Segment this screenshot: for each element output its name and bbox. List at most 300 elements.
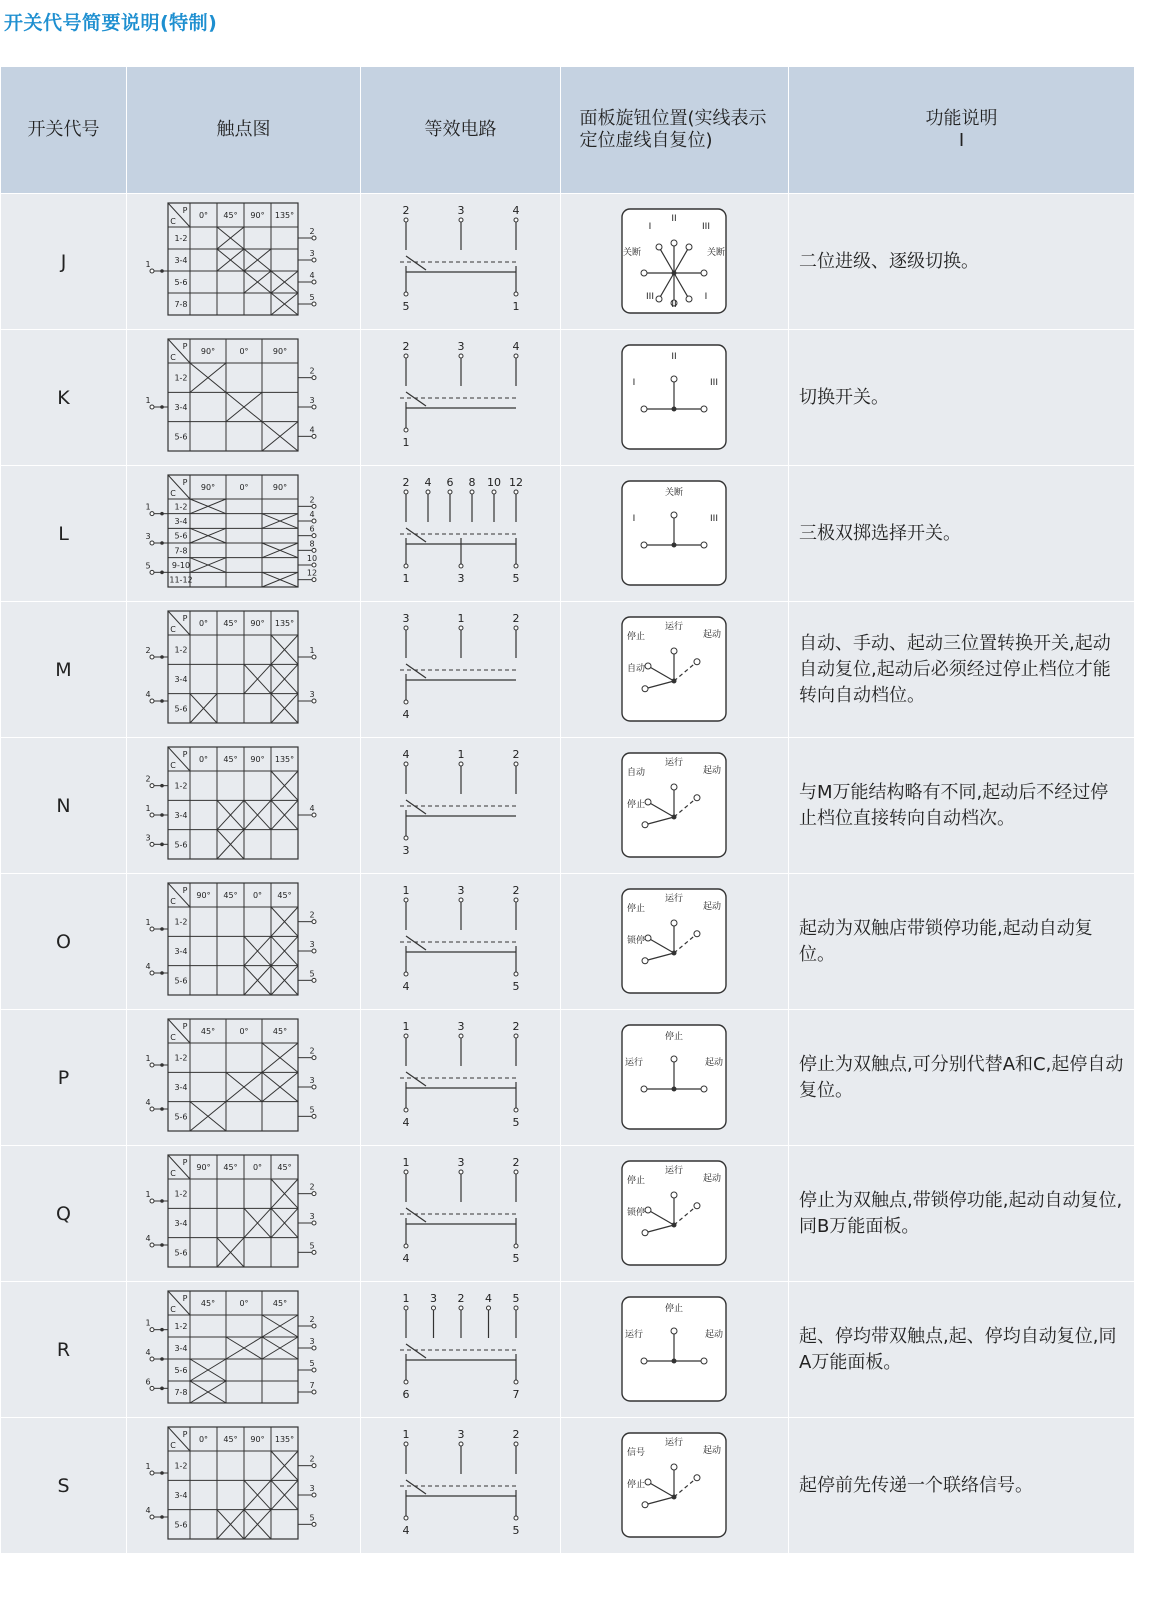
grid-p-label: P xyxy=(182,613,187,623)
terminal-label-right: 5 xyxy=(308,1358,315,1368)
equivalent-circuit xyxy=(366,200,556,324)
circuit-terminal-label: 3 xyxy=(457,203,464,217)
function-description: 停止为双触点,带锁停功能,起动自动复位,同B万能面板。 xyxy=(789,1146,1135,1282)
circuit-terminal-label: 2 xyxy=(512,747,519,761)
grid-c-label: C xyxy=(169,216,176,226)
terminal-label-left: 3 xyxy=(144,531,151,541)
contact-diagram-cell xyxy=(127,330,361,466)
panel-position-label: 自动 xyxy=(626,663,645,674)
contact-label: 5-6 xyxy=(173,1111,188,1121)
terminal-label-left: 3 xyxy=(144,832,151,842)
contact-diagram xyxy=(134,333,354,463)
header-code: 开关代号 xyxy=(1,67,127,194)
angle-label: 45° xyxy=(222,1434,238,1444)
circuit-terminal-label: 2 xyxy=(512,1019,519,1033)
terminal-label-right: 4 xyxy=(308,509,315,519)
circuit-terminal-label: 3 xyxy=(402,843,409,857)
circuit-diagram xyxy=(400,1020,520,1129)
angle-label: 90° xyxy=(200,482,215,492)
circuit-terminal-label: 4 xyxy=(402,707,409,721)
grid-c-label: C xyxy=(169,760,176,770)
contact-label: 5-6 xyxy=(173,277,188,287)
panel-position-label: II xyxy=(670,351,677,362)
circuit-diagram xyxy=(400,340,520,449)
panel-position-label: 停止 xyxy=(626,799,645,810)
panel-position-label: 起动 xyxy=(704,1329,723,1340)
panel-position-label: 起动 xyxy=(702,629,721,640)
circuit-terminal-label: 2 xyxy=(512,611,519,625)
circuit-diagram xyxy=(400,1292,520,1401)
switch-code: L xyxy=(1,466,127,602)
contact-label: 5-6 xyxy=(173,975,188,985)
panel-position-label: 自动 xyxy=(626,767,645,778)
circuit-terminal-label: 1 xyxy=(402,1019,409,1033)
function-description: 起、停均带双触点,起、停均自动复位,同A万能面板。 xyxy=(789,1282,1135,1418)
circuit-terminal-label: 2 xyxy=(457,1291,464,1305)
panel-position-label: 起动 xyxy=(704,1057,723,1068)
grid-c-label: C xyxy=(169,624,176,634)
angle-label: 45° xyxy=(222,210,238,220)
header-equivalent-circuit: 等效电路 xyxy=(361,67,561,194)
circuit-diagram xyxy=(400,476,523,585)
terminal-label-left: 1 xyxy=(144,395,151,405)
contact-diagram-cell xyxy=(127,466,361,602)
panel-knob-face xyxy=(622,889,726,993)
circuit-terminal-label: 4 xyxy=(402,747,409,761)
equivalent-circuit xyxy=(366,1152,556,1276)
grid-c-label: C xyxy=(169,1304,176,1314)
equivalent-circuit xyxy=(366,1016,556,1140)
contact-diagram xyxy=(134,741,354,871)
terminal-label-left: 1 xyxy=(144,917,151,927)
equivalent-circuit xyxy=(366,608,556,732)
switch-code: N xyxy=(1,738,127,874)
contact-label: 11-12 xyxy=(168,575,193,585)
circuit-diagram xyxy=(400,612,520,721)
circuit-diagram xyxy=(400,1156,520,1265)
circuit-terminal-label: 1 xyxy=(457,747,464,761)
circuit-terminal-label: 3 xyxy=(457,1427,464,1441)
angle-label: 90° xyxy=(272,346,287,356)
terminal-label-left: 1 xyxy=(144,1461,151,1471)
panel-knob-face xyxy=(622,481,726,585)
contact-diagram-cell xyxy=(127,1282,361,1418)
terminal-label-right: 2 xyxy=(308,910,315,920)
equivalent-circuit-cell xyxy=(361,1418,561,1554)
angle-label: 0° xyxy=(238,482,249,492)
panel-knob-cell xyxy=(561,874,789,1010)
terminal-label-right: 4 xyxy=(308,270,315,280)
switch-code: M xyxy=(1,602,127,738)
contact-diagram-cell xyxy=(127,602,361,738)
angle-label: 45° xyxy=(200,1298,215,1308)
circuit-diagram xyxy=(400,204,520,313)
contact-grid xyxy=(145,339,316,451)
circuit-diagram xyxy=(400,1428,520,1537)
contact-label: 5-6 xyxy=(173,1247,188,1257)
function-description: 起动为双触店带锁停功能,起动自动复位。 xyxy=(789,874,1135,1010)
angle-label: 135° xyxy=(274,210,294,220)
angle-label: 45° xyxy=(272,1026,287,1036)
terminal-label-left: 4 xyxy=(144,1347,151,1357)
equivalent-circuit-cell xyxy=(361,194,561,330)
function-description: 切换开关。 xyxy=(789,330,1135,466)
terminal-label-right: 1 xyxy=(308,645,315,655)
equivalent-circuit-cell xyxy=(361,466,561,602)
circuit-terminal-label: 5 xyxy=(512,571,519,585)
panel-position-label: 关断 xyxy=(706,247,725,258)
contact-diagram-cell xyxy=(127,738,361,874)
panel-position-label: I xyxy=(632,513,635,524)
contact-label: 7-8 xyxy=(173,299,188,309)
angle-label: 0° xyxy=(198,1434,208,1444)
contact-label: 3-4 xyxy=(173,810,188,820)
panel-position-label: 运行 xyxy=(664,893,683,904)
terminal-label-right: 5 xyxy=(308,292,315,302)
terminal-label-left: 1 xyxy=(144,259,151,269)
grid-p-label: P xyxy=(182,205,187,215)
panel-knob-cell xyxy=(561,1146,789,1282)
circuit-terminal-label: 1 xyxy=(402,435,409,449)
terminal-label-right: 3 xyxy=(308,689,315,699)
switch-code: Q xyxy=(1,1146,127,1282)
terminal-label-left: 1 xyxy=(144,1053,151,1063)
panel-position-label: III xyxy=(709,377,718,388)
panel-knob xyxy=(620,1295,730,1405)
panel-position-label: 起动 xyxy=(702,1173,721,1184)
panel-position-label: II xyxy=(670,213,677,224)
angle-label: 0° xyxy=(238,1026,249,1036)
contact-label: 5-6 xyxy=(173,839,188,849)
panel-position-label: III xyxy=(709,513,718,524)
terminal-label-right: 5 xyxy=(308,1240,315,1250)
switch-code: O xyxy=(1,874,127,1010)
contact-diagram-cell xyxy=(127,1146,361,1282)
contact-diagram xyxy=(134,1013,354,1143)
circuit-terminal-label: 3 xyxy=(457,883,464,897)
terminal-label-right: 2 xyxy=(308,1182,315,1192)
circuit-terminal-label: 4 xyxy=(402,1115,409,1129)
panel-position-label: 停止 xyxy=(626,903,645,914)
contact-diagram xyxy=(134,877,354,1007)
circuit-terminal-label: 3 xyxy=(429,1291,437,1305)
angle-label: 90° xyxy=(249,618,265,628)
terminal-label-right: 3 xyxy=(308,1211,315,1221)
circuit-terminal-label: 2 xyxy=(402,339,409,353)
circuit-terminal-label: 6 xyxy=(446,475,453,489)
circuit-terminal-label: 5 xyxy=(512,1523,519,1537)
terminal-label-left: 1 xyxy=(144,1318,151,1328)
contact-label: 5-6 xyxy=(173,531,188,541)
panel-knob-face xyxy=(622,1297,726,1401)
equivalent-circuit xyxy=(366,336,556,460)
equivalent-circuit-cell xyxy=(361,330,561,466)
angle-label: 45° xyxy=(276,1162,292,1172)
contact-diagram-cell xyxy=(127,1418,361,1554)
contact-label: 5-6 xyxy=(173,703,188,713)
panel-knob xyxy=(620,887,730,997)
table-row xyxy=(1,1418,1135,1554)
header-contact-diagram: 触点图 xyxy=(127,67,361,194)
panel-position-label: 运行 xyxy=(624,1329,643,1340)
terminal-label-right: 7 xyxy=(308,1380,315,1390)
angle-label: 90° xyxy=(200,346,215,356)
header-row xyxy=(1,67,1135,194)
contact-label: 1-2 xyxy=(173,1461,188,1471)
circuit-terminal-label: 4 xyxy=(402,1523,409,1537)
panel-position-label: 停止 xyxy=(626,1175,645,1186)
panel-knob-face xyxy=(622,1161,726,1265)
terminal-label-left: 4 xyxy=(144,1505,151,1515)
circuit-terminal-label: 1 xyxy=(402,1427,409,1441)
grid-p-label: P xyxy=(182,749,187,759)
angle-label: 0° xyxy=(238,346,249,356)
page-title: 开关代号简要说明(特制) xyxy=(4,12,218,34)
grid-p-label: P xyxy=(182,1157,187,1167)
contact-label: 3-4 xyxy=(173,946,188,956)
circuit-terminal-label: 1 xyxy=(402,1155,409,1169)
panel-position-label: I xyxy=(632,377,635,388)
terminal-label-right: 3 xyxy=(308,1483,315,1493)
grid-p-label: P xyxy=(182,1293,187,1303)
contact-diagram-cell xyxy=(127,194,361,330)
header-panel-text: 面板旋钮位置(实线表示定位虚线自复位) xyxy=(579,108,767,151)
contact-grid xyxy=(145,883,316,995)
terminal-label-right: 3 xyxy=(308,395,315,405)
panel-knob-cell xyxy=(561,1010,789,1146)
switch-code: J xyxy=(1,194,127,330)
circuit-terminal-label: 12 xyxy=(508,475,523,489)
function-description: 二位进级、逐级切换。 xyxy=(789,194,1135,330)
circuit-terminal-label: 5 xyxy=(402,299,409,313)
circuit-terminal-label: 6 xyxy=(402,1387,409,1401)
circuit-terminal-label: 1 xyxy=(457,611,464,625)
contact-diagram-cell xyxy=(127,1010,361,1146)
panel-position-label: 信号 xyxy=(626,1447,645,1458)
panel-position-label: 关断 xyxy=(664,487,683,498)
equivalent-circuit xyxy=(366,1424,556,1548)
circuit-terminal-label: 2 xyxy=(402,203,409,217)
terminal-label-left: 6 xyxy=(144,1376,151,1386)
function-description: 三极双掷选择开关。 xyxy=(789,466,1135,602)
angle-label: 90° xyxy=(249,754,265,764)
terminal-label-right: 3 xyxy=(308,1075,315,1085)
angle-label: 135° xyxy=(274,618,294,628)
table-row xyxy=(1,466,1135,602)
terminal-label-left: 1 xyxy=(144,502,151,512)
angle-label: 90° xyxy=(195,890,211,900)
terminal-label-left: 4 xyxy=(144,689,151,699)
contact-label: 1-2 xyxy=(173,373,188,383)
panel-position-label: I xyxy=(648,221,651,232)
panel-knob xyxy=(620,615,730,725)
terminal-label-right: 4 xyxy=(308,803,315,813)
circuit-terminal-label: 4 xyxy=(512,203,519,217)
angle-label: 45° xyxy=(276,890,292,900)
panel-knob xyxy=(620,479,730,589)
contact-label: 1-2 xyxy=(173,501,188,511)
terminal-label-right: 2 xyxy=(308,1314,315,1324)
contact-diagram xyxy=(134,469,354,599)
circuit-terminal-label: 4 xyxy=(424,475,431,489)
terminal-label-right: 8 xyxy=(308,538,315,548)
terminal-label-right: 10 xyxy=(306,553,317,563)
angle-label: 0° xyxy=(238,1298,249,1308)
panel-position-label: 停止 xyxy=(626,1479,645,1490)
panel-position-label: 锁停 xyxy=(626,1207,645,1218)
table-row xyxy=(1,330,1135,466)
header-function-sub: I xyxy=(958,130,965,151)
panel-knob-cell xyxy=(561,738,789,874)
terminal-label-right: 4 xyxy=(308,424,315,434)
circuit-terminal-label: 8 xyxy=(468,475,475,489)
grid-p-label: P xyxy=(182,477,187,487)
terminal-label-left: 4 xyxy=(144,961,151,971)
angle-label: 90° xyxy=(249,210,265,220)
contact-label: 1-2 xyxy=(173,645,188,655)
circuit-terminal-label: 5 xyxy=(512,1251,519,1265)
contact-diagram xyxy=(134,197,354,327)
contact-grid xyxy=(145,611,316,723)
panel-position-label: 锁停 xyxy=(626,935,645,946)
contact-label: 3-4 xyxy=(173,1082,188,1092)
panel-position-label: 关断 xyxy=(622,247,641,258)
contact-label: 7-8 xyxy=(173,1387,188,1397)
switch-code: P xyxy=(1,1010,127,1146)
terminal-label-right: 3 xyxy=(308,939,315,949)
terminal-label-right: 2 xyxy=(308,1454,315,1464)
contact-grid xyxy=(145,1427,316,1539)
terminal-label-left: 1 xyxy=(144,803,151,813)
equivalent-circuit-cell xyxy=(361,602,561,738)
panel-position-label: 运行 xyxy=(664,1165,683,1176)
equivalent-circuit xyxy=(366,744,556,868)
circuit-terminal-label: 5 xyxy=(512,1291,519,1305)
panel-knob xyxy=(620,1159,730,1269)
panel-position-label: 运行 xyxy=(624,1057,643,1068)
contact-label: 3-4 xyxy=(173,402,188,412)
panel-knob-cell xyxy=(561,330,789,466)
circuit-terminal-label: 2 xyxy=(512,1427,519,1441)
contact-grid xyxy=(145,1019,316,1131)
grid-c-label: C xyxy=(169,1032,176,1042)
header-function xyxy=(789,67,1135,194)
contact-label: 3-4 xyxy=(173,674,188,684)
contact-grid xyxy=(145,203,316,315)
terminal-label-right: 3 xyxy=(308,248,315,258)
switch-code: R xyxy=(1,1282,127,1418)
panel-knob-face xyxy=(622,345,726,449)
panel-position-label: 运行 xyxy=(664,757,683,768)
terminal-label-left: 4 xyxy=(144,1097,151,1107)
panel-position-label: 起动 xyxy=(702,901,721,912)
panel-knob-face xyxy=(622,209,726,313)
angle-label: 90° xyxy=(195,1162,211,1172)
contact-diagram xyxy=(134,1285,354,1415)
contact-label: 1-2 xyxy=(173,917,188,927)
circuit-terminal-label: 2 xyxy=(512,883,519,897)
header-function-text: 功能说明 xyxy=(925,108,998,129)
terminal-label-right: 3 xyxy=(308,1336,315,1346)
panel-position-label: III xyxy=(701,221,710,232)
contact-label: 3-4 xyxy=(173,1343,188,1353)
table-row xyxy=(1,1010,1135,1146)
panel-position-label: II xyxy=(670,299,677,310)
panel-knob xyxy=(620,207,730,317)
angle-label: 0° xyxy=(252,890,262,900)
terminal-label-right: 5 xyxy=(308,968,315,978)
contact-label: 5-6 xyxy=(173,431,188,441)
circuit-terminal-label: 5 xyxy=(512,1115,519,1129)
panel-knob-face xyxy=(622,753,726,857)
panel-knob-cell xyxy=(561,466,789,602)
contact-diagram xyxy=(134,1421,354,1551)
function-description: 自动、手动、起动三位置转换开关,起动自动复位,起动后必须经过停止档位才能转向自动档位。 xyxy=(789,602,1135,738)
grid-c-label: C xyxy=(169,352,176,362)
circuit-diagram xyxy=(400,748,520,857)
angle-label: 45° xyxy=(222,890,238,900)
equivalent-circuit-cell xyxy=(361,738,561,874)
angle-label: 45° xyxy=(222,618,238,628)
terminal-label-left: 2 xyxy=(144,774,151,784)
switch-code: K xyxy=(1,330,127,466)
contact-grid xyxy=(145,747,316,859)
table-row xyxy=(1,1146,1135,1282)
equivalent-circuit xyxy=(366,1288,556,1412)
terminal-label-right: 6 xyxy=(308,524,315,534)
angle-label: 0° xyxy=(198,618,208,628)
panel-knob xyxy=(620,751,730,861)
contact-label: 1-2 xyxy=(173,1321,188,1331)
circuit-terminal-label: 1 xyxy=(402,571,409,585)
contact-label: 3-4 xyxy=(173,1490,188,1500)
circuit-terminal-label: 4 xyxy=(484,1291,492,1305)
angle-label: 45° xyxy=(222,1162,238,1172)
panel-knob-cell xyxy=(561,1282,789,1418)
equivalent-circuit xyxy=(366,472,556,596)
circuit-terminal-label: 4 xyxy=(402,979,409,993)
switch-code-table xyxy=(0,66,1135,1554)
function-description: 与M万能结构略有不同,起动后不经过停止档位直接转向自动档次。 xyxy=(789,738,1135,874)
contact-diagram xyxy=(134,605,354,735)
grid-p-label: P xyxy=(182,885,187,895)
panel-position-label: 停止 xyxy=(664,1303,683,1314)
panel-knob-cell xyxy=(561,1418,789,1554)
contact-label: 3-4 xyxy=(173,1218,188,1228)
grid-c-label: C xyxy=(169,1440,176,1450)
contact-label: 1-2 xyxy=(173,781,188,791)
panel-knob-cell xyxy=(561,602,789,738)
contact-label: 5-6 xyxy=(173,1365,188,1375)
function-description: 起停前先传递一个联络信号。 xyxy=(789,1418,1135,1554)
panel-knob xyxy=(620,1023,730,1133)
contact-label: 3-4 xyxy=(173,516,188,526)
angle-label: 90° xyxy=(272,482,287,492)
equivalent-circuit xyxy=(366,880,556,1004)
terminal-label-left: 5 xyxy=(144,560,151,570)
table-row xyxy=(1,874,1135,1010)
panel-knob-face xyxy=(622,617,726,721)
contact-diagram xyxy=(134,1149,354,1279)
terminal-label-right: 2 xyxy=(308,494,315,504)
panel-position-label: 运行 xyxy=(664,1437,683,1448)
circuit-diagram xyxy=(400,884,520,993)
contact-label: 1-2 xyxy=(173,233,188,243)
grid-c-label: C xyxy=(169,896,176,906)
contact-label: 9-10 xyxy=(171,560,190,570)
panel-position-label: 起动 xyxy=(702,1445,721,1456)
circuit-terminal-label: 3 xyxy=(402,611,409,625)
